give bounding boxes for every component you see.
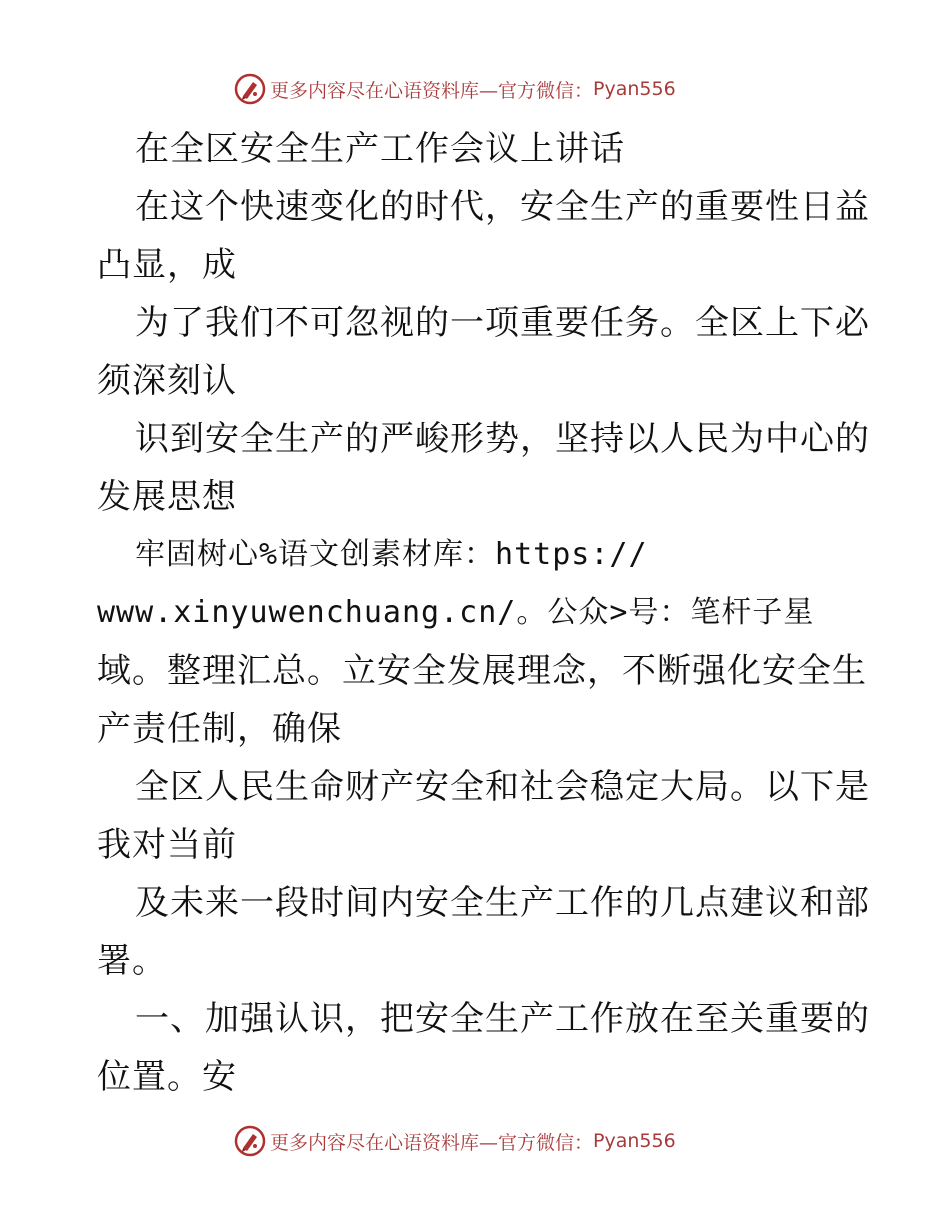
paragraph-line: 我对当前 — [97, 825, 237, 865]
watermark-banner-bottom — [234, 1124, 676, 1158]
paragraph-line: 及未来一段时间内安全生产工作的几点建议和部 — [135, 883, 870, 923]
paragraph-line: 域。整理汇总。立安全发展理念，不断强化安全生 — [97, 651, 867, 691]
watermark-wechat-id: Pyan556 — [593, 78, 676, 100]
paragraph-line: 牢固树心%语文创素材库：https:// — [135, 537, 648, 572]
paragraph-line: www.xinyuwenchuang.cn/。公众>号：笔杆子星 — [97, 595, 815, 630]
paragraph-line: 须深刻认 — [97, 361, 237, 401]
watermark-text: 更多内容尽在心语资料库—官方微信： — [270, 1131, 594, 1154]
paragraph-line: 署。 — [97, 941, 167, 981]
document-title: 在全区安全生产工作会议上讲话 — [135, 129, 625, 169]
watermark-wechat-id: Pyan556 — [593, 1130, 676, 1152]
paragraph-line: 全区人民生命财产安全和社会稳定大局。以下是 — [135, 767, 870, 807]
paragraph-line: 产责任制，确保 — [97, 709, 342, 749]
paragraph-line: 位置。安 — [97, 1057, 237, 1097]
paragraph-line: 发展思想 — [97, 477, 237, 517]
pen-logo-icon — [234, 73, 266, 105]
pen-logo-icon — [234, 1125, 266, 1157]
document-body — [97, 120, 870, 1106]
paragraph-line: 凸显，成 — [97, 245, 237, 285]
watermark-text: 更多内容尽在心语资料库—官方微信： — [270, 79, 594, 102]
watermark-banner-top — [234, 72, 676, 106]
paragraph-line: 识到安全生产的严峻形势，坚持以人民为中心的 — [135, 419, 870, 459]
paragraph-line: 在这个快速变化的时代，安全生产的重要性日益 — [135, 187, 870, 227]
section-heading-line: 一、加强认识，把安全生产工作放在至关重要的 — [135, 999, 870, 1039]
paragraph-line: 为了我们不可忽视的一项重要任务。全区上下必 — [135, 303, 870, 343]
